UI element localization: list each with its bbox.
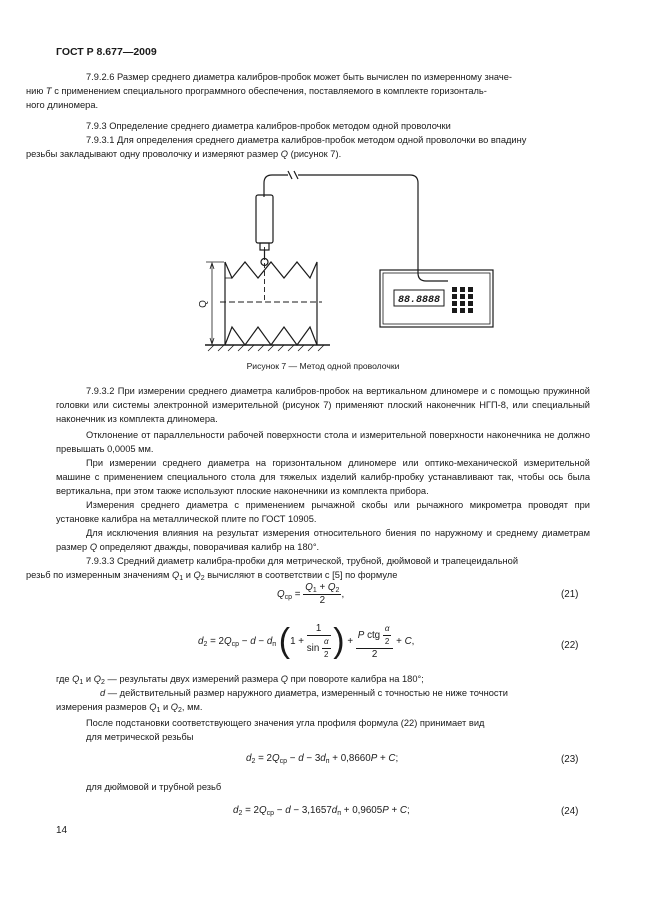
paragraph-7-9-3-2: 7.9.3.2 При измерении среднего диаметра калибров-пробок на вертикальном длиномере и с помощью пружинной головки или системы электронной измерительной (рисунок 7) применяют плоский наконечник НГП-8, или специальный наконечник из комплекта длиномера. [56,386,590,424]
equation-23-number: (23) [561,754,579,765]
equation-24: $d_2 = 2Q_{ср} - d - 3,1657d_п + 0,9605P + C$; [233,805,410,817]
paragraph-7-9-3-1 [26,133,590,161]
paragraph-deviation: Отклонение от параллельности рабочей поверхности стола и измерительной поверхности наконечника не должно превышать 0,0005 мм. [56,430,590,454]
where-and-2: и [162,702,169,712]
where-q-definition: где $Q_1$ и $Q_2$ — результаты двух измерений размера Q при повороте калибра на 180°; [56,674,424,686]
equation-21: $Q_{ср}$ = $\frac{Q_1 + Q_2}{2}$ , [277,582,345,606]
p9c-text: и [185,570,191,580]
document-header: ГОСТ Р 8.677—2009 [56,46,157,58]
eq23-body: + 0,8660 [332,753,371,764]
var-q-2: Q [89,542,98,552]
p9a-text: 7.9.3.3 Средний диаметр калибра-пробки для метрической, трубной, дюймовой и трапецеидальной [86,556,519,566]
where2c-text: , мм. [181,702,203,712]
label-metric-thread: для метрической резьбы [86,732,194,742]
eq23-coef: − 3 [306,753,321,764]
p3a-text: 7.9.3.1 Для определения среднего диаметра калибров-пробок методом одной проволочки во впадину [86,135,527,145]
equation-21-number: (21) [561,589,579,600]
p1-pre: нию [26,86,44,96]
figure-caption: Рисунок 7 — Метод одной проволочки [246,361,400,371]
paragraph-7-9-2-6 [26,70,590,112]
var-q: Q [280,149,288,159]
paragraph-horizontal: При измерении среднего диаметра на горизонтальном длиномере или оптико-механической измерительной машине с применением специального стола для тяжелых изделий калибр-пробку устанавливают так, чтобы ось была вертикальна, при этом также используют плоские наконечники из комплекта прибора. [56,458,590,496]
where2b-text: измерения размеров [56,702,147,712]
p3c-text: (рисунок 7). [290,149,342,159]
p9b-text: резьб по измеренным значениям [26,570,170,580]
p8b-text: определяют дважды, поворачивая калибр на 180°. [99,542,320,552]
where1b-text: при повороте калибра на 180°; [290,674,424,684]
where-and: и [85,674,92,684]
dimension-q-label: Q [198,300,209,308]
cable-right [298,175,448,281]
cable-left [264,175,288,197]
p3b-text: резьбы закладывают одну проволочку и измеряют размер [26,149,279,159]
equation-24-number: (24) [561,806,579,817]
page-number: 14 [56,825,68,836]
paragraph-7-9-3: 7.9.3 Определение среднего диаметра калибров-пробок методом одной проволочки [86,121,451,131]
eq24-coef: − 3,1657 [293,805,332,816]
var-t: T [45,86,52,96]
instrument-keypad [452,287,473,313]
eq24-body: + 0,9605 [343,805,383,816]
equation-23: $d_2 = 2Q_{ср} - d - 3d_п + 0,8660P + C$; [246,753,399,765]
p1b-text: с применением специального программного обеспечения, поставляемого в комплекте горизонталь- [54,86,487,96]
paragraph-after-substitution: После подстановки соответствующего значения угла профиля формула (22) принимает вид [86,718,485,728]
where-word: где [56,674,70,684]
where1-text: — результаты двух измерений размера [107,674,279,684]
p9d-text: вычисляют в соответствии с [5] по формуле [207,570,398,580]
probe-head [256,195,273,243]
p1c-text: ного длиномера. [26,100,99,110]
paragraph-lever: Измерения среднего диаметра с применением рычажной скобы или рычажного микрометра проводят при установке калибра на металлической плите по ГОСТ 10905. [56,500,590,524]
figure-one-wire-method [180,165,500,355]
where2a-text: — действительный размер наружного диаметра, измеренный с точностью не ниже точности [107,688,509,698]
label-inch-pipe-thread: для дюймовой и трубной резьб [86,782,222,792]
p1a-text: 7.9.2.6 Размер среднего диаметра калибров-пробок может быть вычислен по измеренному значе- [86,72,512,82]
p8a-text: Для исключения влияния на результат измерения относительного биения по наружному и среднему диаметрам размер [56,528,590,552]
equation-22-number: (22) [561,640,579,651]
where-d-definition: d — действительный размер наружного диаметра, измеренный с точностью не ниже точности измерения размеров $Q_1$ и $Q_2$, мм. [56,688,509,714]
equation-22: $d_2 = 2Q_{ср} - d - d_п$ (1 + 1 sin $\frac{\alpha}{2}$ ) + P ctg $\frac{\alpha}{2}$ 2 + C, [198,622,415,660]
paragraph-runout [56,526,590,554]
display-value: 88.8888 [397,295,441,306]
paragraph-7-9-3-3: 7.9.3.3 Средний диаметр калибра-пробки для метрической, трубной, дюймовой и трапецеидальной резьб по измеренным значениям $Q_1$ и $Q_2$ вычисляют в соответствии с [5] по формуле [26,556,519,582]
